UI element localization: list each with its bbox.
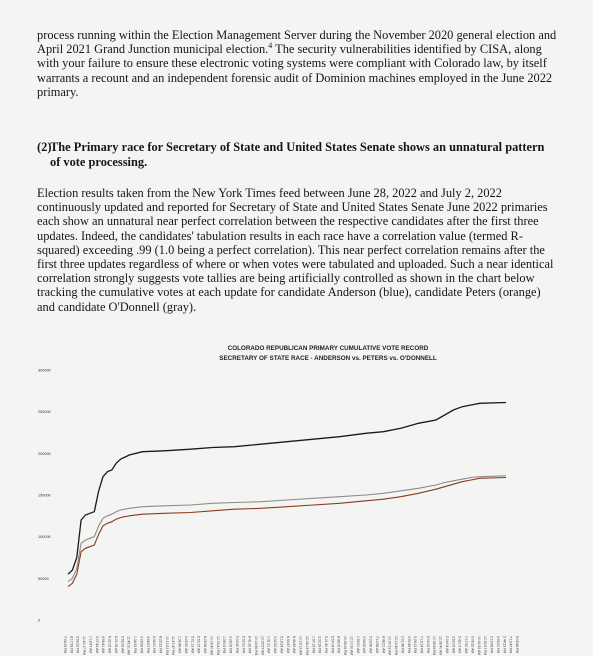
x-tick-label: 5:42:07 AM xyxy=(457,636,462,654)
y-tick-label: 0 xyxy=(38,618,41,623)
section-heading-text: The Primary race for Secretary of State and United States Senate shows an unnatural pattern of vote processing. xyxy=(50,140,545,169)
x-tick-label: 6:32:05 AM xyxy=(107,636,112,654)
x-tick-label: 8:17:39 PM xyxy=(69,636,74,654)
paragraph-body: Election results taken from the New York Times feed between June 28, 2022 and July 2, 2022 continuously updated and reported for Secretary of State and United States Senate June 2022 primaries each show an unnatural near perfect correlation between the respective candidates after the first three updates. Indeed, the candidates' tabulation results in each race have a correlation value (termed R-squared) exceeding .99 (1.0 being a perfect correlation). This near perfect correlation remains after the first three updates regardless of where or when votes were tabulated and uploaded. Such a near identical correlation strongly suggests vote tallies are being artificially controlled as shown in the chart below tracking the cumulative votes at each update for candidate Anderson (blue), candidate Peters (orange) and candidate O'Donnell (gray). xyxy=(37,186,554,314)
x-tick-label: 10:19:12 AM xyxy=(298,636,303,656)
x-tick-label: 3:55:22 PM xyxy=(495,636,500,654)
y-tick-label: 200000 xyxy=(38,451,51,456)
section-heading xyxy=(37,140,547,170)
y-tick-label: 100000 xyxy=(38,535,51,540)
x-tick-label: 8:46:05 PM xyxy=(336,636,341,654)
series-line-odonnell xyxy=(68,476,506,582)
x-tick-label: 9:53:22 PM xyxy=(75,636,80,654)
x-tick-label: 8:43:49 AM xyxy=(292,636,297,654)
footnote-marker: 4 xyxy=(268,41,273,51)
x-tick-label: 6:54:47 AM xyxy=(285,636,290,654)
x-tick-label: 1:18:47 AM xyxy=(88,636,93,654)
x-tick-label: 1:36:48 AM xyxy=(177,636,182,654)
x-tick-label: 4:56:41 AM xyxy=(101,636,106,654)
x-tick-label: 8:25:38 AM xyxy=(203,636,208,654)
x-tick-label: 10:41:55 AM xyxy=(476,636,481,656)
x-tick-label: 1:34:32 PM xyxy=(133,636,137,654)
x-tick-label: 3:09:56 PM xyxy=(139,636,144,654)
x-tick-label: 5:44:23 PM xyxy=(502,636,507,654)
paragraph-intro xyxy=(37,28,557,99)
x-tick-label: 3:30:22 AM xyxy=(273,636,278,654)
y-tick-label: 250000 xyxy=(38,410,51,415)
x-tick-label: 7:17:30 AM xyxy=(464,636,469,654)
x-tick-label: 3:28:06 PM xyxy=(228,636,233,654)
x-tick-label: 12:08:14 PM xyxy=(304,636,309,656)
x-tick-label: 2:19:58 PM xyxy=(489,636,494,654)
x-tick-label: 12:12:46 PM xyxy=(394,636,398,656)
x-tick-label: 10:35:06 PM xyxy=(343,636,348,656)
x-tick-label: 10:37:23 AM xyxy=(387,636,392,656)
x-tick-label: 3:07:43 AM xyxy=(94,636,99,654)
x-tick-label: 10:12:23 PM xyxy=(164,636,169,656)
y-tick-label: 150000 xyxy=(38,493,51,498)
x-tick-label: 1:57:15 PM xyxy=(311,636,316,654)
x-tick-label: 5:21:40 PM xyxy=(324,636,328,654)
chart-title: COLORADO REPUBLICAN PRIMARY CUMULATIVE VOTE RECORD xyxy=(227,345,429,352)
x-tick-label: 8:48:21 AM xyxy=(381,636,386,654)
x-tick-label: 9:08:48 PM xyxy=(515,636,519,654)
x-tick-label: 2:04:04 AM xyxy=(445,636,449,654)
x-tick-label: 3:34:55 AM xyxy=(362,636,367,654)
series-line-peters xyxy=(68,478,506,587)
x-tick-label: 7:08:19 PM xyxy=(63,636,67,654)
x-tick-label: 5:26:13 PM xyxy=(413,636,418,654)
x-tick-label: 6:50:15 AM xyxy=(196,636,201,654)
x-tick-label: 12:05:57 AM xyxy=(260,636,265,656)
x-tick-label: 3:25:50 AM xyxy=(184,636,188,654)
paragraph-intro-text: process running within the Election Management Server during the November 2020 general election and April 2021 Grand Junction municipal election. xyxy=(37,28,557,57)
x-tick-label: 11:43:17 PM xyxy=(82,636,87,655)
y-tick-label: 50000 xyxy=(38,576,49,581)
paragraph-intro-text-cont: The security vulnerabilities identified by CISA, along with your failure to ensure these electronic voting systems were compliant with Colorado law, by itself warrants a recount and an independent forensic audit of Dominion machines employed in the June 2022 primary. xyxy=(37,42,553,99)
x-tick-label: 6:52:31 PM xyxy=(241,636,246,654)
x-tick-label: 6:34:21 PM xyxy=(152,636,157,654)
x-tick-label: 8:23:22 PM xyxy=(158,636,163,654)
x-tick-label: 1:59:31 AM xyxy=(355,636,360,654)
x-tick-label: 10:16:56 PM xyxy=(254,636,258,656)
x-tick-label: 7:12:58 AM xyxy=(374,636,379,654)
x-tick-label: 9:04:15 PM xyxy=(425,636,430,654)
x-tick-label: 10:14:40 AM xyxy=(209,636,214,656)
x-tick-label: 5:23:56 AM xyxy=(368,636,373,654)
x-tick-label: 6:57:04 PM xyxy=(330,636,335,654)
x-tick-label: 1:39:05 PM xyxy=(222,636,227,654)
x-tick-label: 9:56:29 AM xyxy=(120,636,125,654)
x-tick-label: 5:03:30 PM xyxy=(234,636,239,654)
x-tick-label: 8:21:06 AM xyxy=(113,636,118,654)
x-tick-label: 3:53:05 AM xyxy=(451,636,456,654)
x-tick-label: 12:03:41 PM xyxy=(215,636,220,656)
chart-subtitle: SECRETARY OF STATE RACE - ANDERSON vs. PETERS vs. O'DONNELL xyxy=(219,355,437,362)
x-tick-label: 5:19:24 AM xyxy=(279,636,284,654)
x-tick-label: 1:41:21 AM xyxy=(266,636,271,654)
x-tick-label: 8:41:32 PM xyxy=(247,636,252,654)
y-tick-label: 300000 xyxy=(38,368,51,373)
x-tick-label: 12:28:40 AM xyxy=(438,636,443,656)
x-tick-label: 2:01:48 PM xyxy=(400,636,405,654)
x-tick-label: 3:32:39 PM xyxy=(317,636,322,654)
x-tick-label: 11:45:31 AM xyxy=(126,636,131,655)
x-tick-label: 10:39:39 PM xyxy=(432,636,437,656)
x-tick-label: 12:10:30 AM xyxy=(349,636,354,656)
x-tick-label: 12:30:57 PM xyxy=(483,636,488,656)
section-number: (2) xyxy=(37,140,52,154)
x-tick-label: 4:58:57 PM xyxy=(145,636,150,654)
x-tick-label: 7:15:14 PM xyxy=(419,636,424,654)
x-tick-label: 5:01:13 AM xyxy=(190,636,195,654)
vote-record-chart xyxy=(28,336,568,656)
x-tick-label: 7:19:47 PM xyxy=(508,636,513,654)
x-tick-label: 9:06:32 AM xyxy=(470,636,475,654)
x-tick-label: 3:50:49 PM xyxy=(406,636,411,654)
x-tick-label: 11:47:47 PM xyxy=(171,636,176,655)
